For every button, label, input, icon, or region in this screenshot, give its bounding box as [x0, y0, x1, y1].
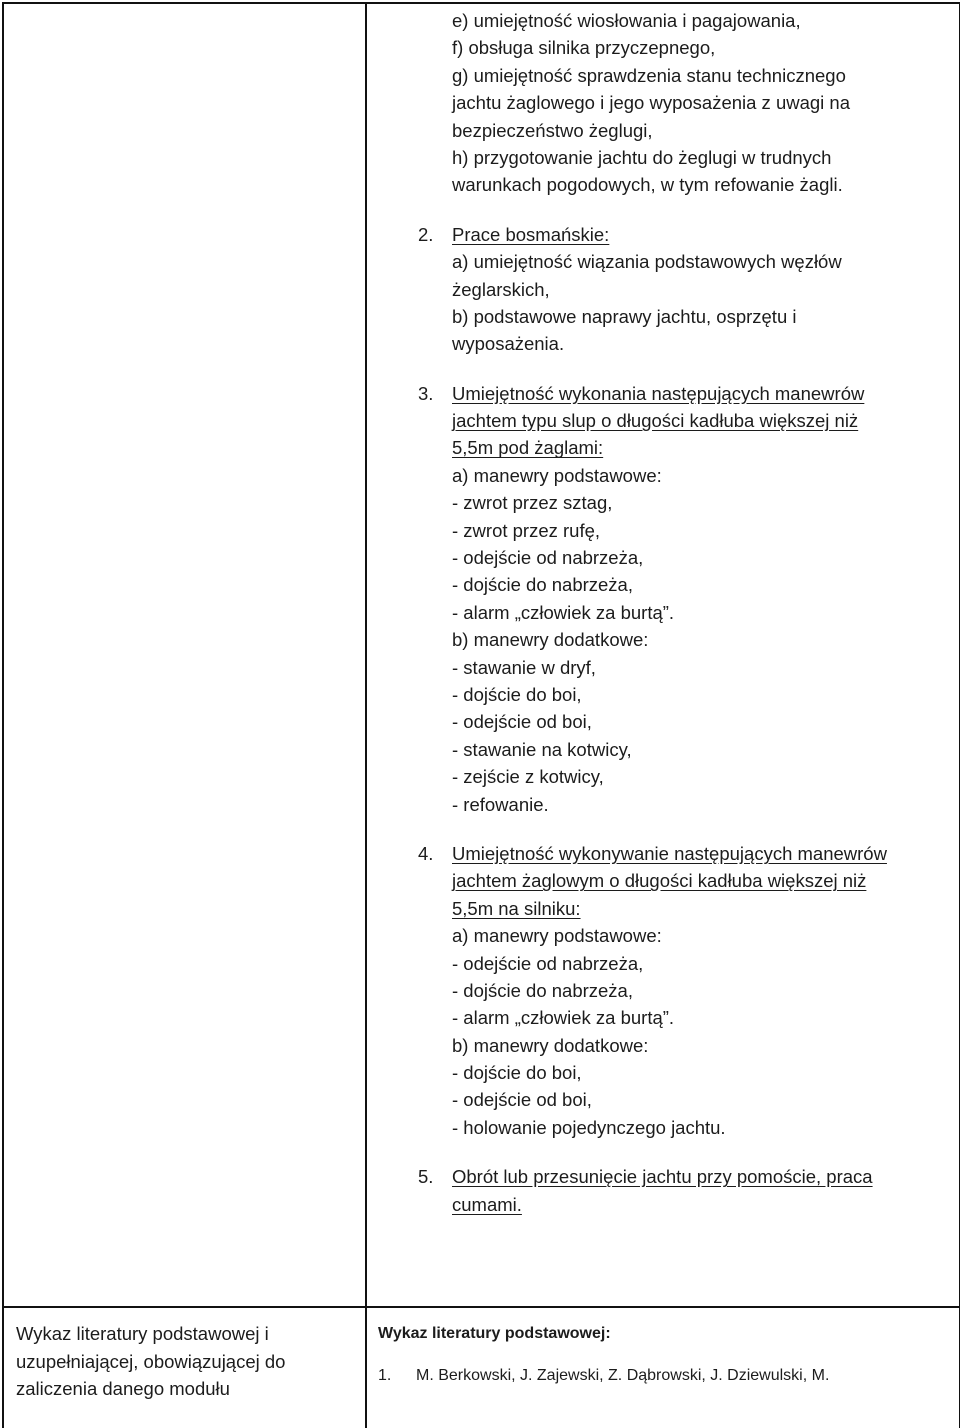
bibliography-item	[378, 1362, 953, 1390]
continuation-block	[418, 7, 953, 199]
list-item: - alarm „człowiek za burtą”.	[452, 1007, 675, 1029]
section-heading: jachtem typu slup o długości kadłuba większej niż	[452, 410, 859, 432]
list-item: b) manewry dodatkowe:	[452, 629, 649, 651]
list-item: - stawanie na kotwicy,	[452, 738, 632, 760]
list-item: - zwrot przez rufę,	[452, 519, 601, 541]
literature-heading: Wykaz literatury podstawowej:	[378, 1325, 611, 1342]
bibliography-number: 1.	[378, 1366, 392, 1384]
list-item: - refowanie.	[452, 793, 549, 815]
list-item: bezpieczeństwo żeglugi,	[452, 119, 653, 141]
list-item: - stawanie w dryf,	[452, 656, 596, 678]
section-heading: Obrót lub przesunięcie jachtu przy pomoście, praca	[452, 1166, 873, 1188]
row-label: zaliczenia danego modułu	[16, 1378, 230, 1400]
list-item: warunkach pogodowych, w tym refowanie żagli.	[452, 174, 843, 196]
row-label: Wykaz literatury podstawowej i	[16, 1323, 269, 1344]
list-item: - dojście do nabrzeża,	[452, 979, 633, 1001]
table-row-literature	[4, 1306, 959, 1428]
section-5	[418, 1163, 953, 1218]
list-item: f) obsługa silnika przyczepnego,	[452, 37, 716, 59]
list-item: - zejście z kotwicy,	[452, 766, 604, 788]
content-cell	[418, 7, 953, 1218]
literature-content-cell	[378, 1320, 953, 1389]
literature-label-cell	[16, 1320, 356, 1403]
section-heading: Prace bosmańskie:	[452, 223, 610, 245]
module-table	[2, 2, 960, 1428]
section-number: 4.	[418, 842, 434, 864]
list-item: - dojście do boi,	[452, 1062, 582, 1084]
table-row-content	[4, 2, 959, 1306]
list-item: - dojście do boi,	[452, 683, 582, 705]
list-item: wyposażenia.	[452, 333, 565, 355]
section-3	[418, 380, 953, 818]
section-heading: Umiejętność wykonania następujących manewrów	[452, 382, 865, 404]
list-item: - odejście od boi,	[452, 1089, 592, 1111]
list-item: - odejście od nabrzeża,	[452, 547, 644, 569]
list-item: h) przygotowanie jachtu do żeglugi w trudnych	[452, 146, 832, 168]
section-heading: 5,5m pod żaglami:	[452, 437, 604, 459]
list-item: a) umiejętność wiązania podstawowych węzłów	[452, 251, 842, 273]
column-divider	[365, 1308, 367, 1428]
list-item: - dojście do nabrzeża,	[452, 574, 633, 596]
section-number: 5.	[418, 1166, 434, 1188]
list-item: b) manewry dodatkowe:	[452, 1034, 649, 1056]
row-label: uzupełniającej, obowiązującej do	[16, 1350, 286, 1372]
list-item: jachtu żaglowego i jego wyposażenia z uwagi na	[452, 92, 851, 114]
bibliography-text: M. Berkowski, J. Zajewski, Z. Dąbrowski, J. Dziewulski, M.	[416, 1366, 830, 1384]
list-item: - odejście od nabrzeża,	[452, 952, 644, 974]
section-heading: 5,5m na silniku:	[452, 897, 581, 919]
list-item: g) umiejętność sprawdzenia stanu technicznego	[452, 64, 846, 86]
list-item: b) podstawowe naprawy jachtu, osprzętu i	[452, 305, 797, 327]
list-item: a) manewry podstawowe:	[452, 464, 662, 486]
section-heading: jachtem żaglowym o długości kadłuba większej niż	[452, 870, 867, 892]
list-item: żeglarskich,	[452, 278, 550, 300]
column-divider	[365, 4, 367, 1306]
section-number: 3.	[418, 382, 434, 404]
list-item: - alarm „człowiek za burtą”.	[452, 601, 675, 623]
list-item: a) manewry podstawowe:	[452, 925, 662, 947]
list-item: e) umiejętność wiosłowania i pagajowania,	[452, 10, 801, 31]
list-item: - zwrot przez sztag,	[452, 492, 613, 514]
section-4	[418, 840, 953, 1141]
section-heading: cumami.	[452, 1193, 522, 1215]
list-item: - odejście od boi,	[452, 711, 592, 733]
section-heading: Umiejętność wykonywanie następujących manewrów	[452, 842, 887, 864]
section-number: 2.	[418, 223, 434, 245]
section-2	[418, 221, 953, 358]
list-item: - holowanie pojedynczego jachtu.	[452, 1116, 726, 1138]
